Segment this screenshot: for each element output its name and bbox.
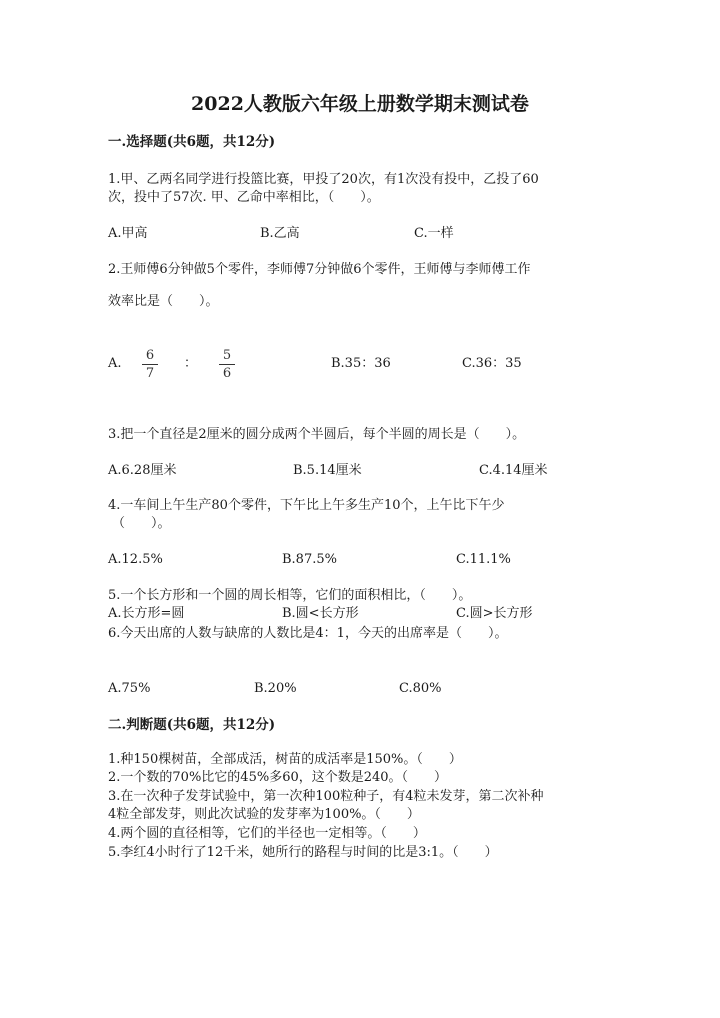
question-2-fraction-2: [219, 348, 235, 381]
question-1-option-b: B.乙高: [260, 226, 300, 241]
fraction-numerator: 5: [222, 348, 232, 363]
judgment-item-1: 1.种150棵树苗，全部成活，树苗的成活率是150%。（ ）: [108, 752, 462, 767]
question-2-option-a-label: A.: [108, 356, 122, 371]
question-6-line-1: 6.今天出席的人数与缺席的人数比是4：1，今天的出席率是（ ）。: [108, 626, 508, 641]
question-4-option-a: A.12.5%: [108, 552, 163, 567]
section-heading-judgment: 二.判断题(共6题，共12分): [108, 717, 276, 733]
question-6-option-c: C.80%: [399, 681, 442, 696]
section-heading-choice: 一.选择题(共6题，共12分): [108, 134, 276, 150]
question-5-option-a: A.长方形=圆: [108, 606, 185, 621]
question-2-option-a-separator: ：: [184, 356, 198, 371]
question-6-option-a: A.75%: [108, 681, 151, 696]
judgment-item-4: 4.两个圆的直径相等，它们的半径也一定相等。（ ）: [108, 826, 426, 841]
question-1-option-c: C.一样: [414, 226, 454, 241]
question-3-line-1: 3.把一个直径是2厘米的圆分成两个半圆后，每个半圆的周长是（ ）。: [108, 427, 526, 442]
question-1-line-2: 次，投中了57次. 甲、乙命中率相比，（ ）。: [108, 190, 380, 205]
question-2-line-1: 2.王师傅6分钟做5个零件，李师傅7分钟做6个零件，王师傅与李师傅工作: [108, 262, 531, 277]
fraction-denominator: 6: [222, 366, 232, 381]
question-3-option-b: B.5.14厘米: [293, 463, 362, 478]
judgment-item-2: 2.一个数的70%比它的45%多60，这个数是240。（ ）: [108, 770, 448, 785]
question-1-line-1: 1.甲、乙两名同学进行投篮比赛，甲投了20次，有1次没有投中，乙投了60: [108, 172, 539, 187]
question-3-option-c: C.4.14厘米: [479, 463, 548, 478]
question-1-option-a: A.甲高: [108, 226, 148, 241]
question-5-line-1: 5.一个长方形和一个圆的周长相等，它们的面积相比，（ ）。: [108, 588, 472, 603]
question-3-option-a: A.6.28厘米: [108, 463, 177, 478]
judgment-item-3-line-2: 4粒全部发芽，则此次试验的发芽率为100%。（ ）: [108, 807, 420, 822]
question-6-option-b: B.20%: [254, 681, 297, 696]
question-4-option-c: C.11.1%: [456, 552, 511, 567]
question-5-option-c: C.圆>长方形: [456, 606, 533, 621]
question-4-line-1: 4.一车间上午生产80个零件，下午比上午多生产10个，上午比下午少: [108, 498, 505, 513]
question-4-option-b: B.87.5%: [282, 552, 337, 567]
question-5-option-b: B.圆<长方形: [282, 606, 359, 621]
judgment-item-5: 5.李红4小时行了12千米，她所行的路程与时间的比是3:1。（ ）: [108, 845, 498, 860]
question-2-line-2: 效率比是（ ）。: [108, 294, 219, 309]
page-title: 2022人教版六年级上册数学期末测试卷: [191, 93, 529, 115]
fraction-numerator: 6: [145, 348, 155, 363]
question-2-option-b: B.35：36: [331, 356, 391, 371]
question-2-option-c: C.36：35: [462, 356, 522, 371]
question-2-fraction-1: [142, 348, 158, 381]
judgment-item-3-line-1: 3.在一次种子发芽试验中，第一次种100粒种子，有4粒未发芽，第二次补种: [108, 789, 544, 804]
fraction-denominator: 7: [145, 366, 155, 381]
question-4-line-2: （ ）。: [112, 516, 171, 531]
